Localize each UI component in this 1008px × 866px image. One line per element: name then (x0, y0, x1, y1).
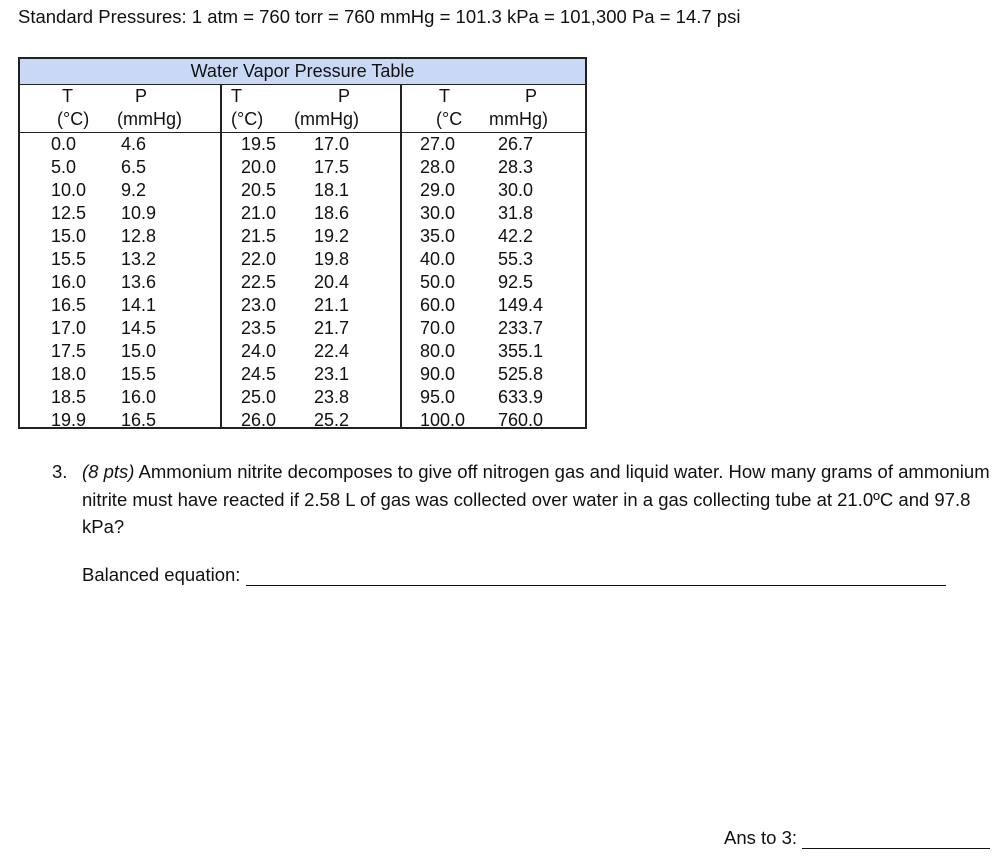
table-title: Water Vapor Pressure Table (20, 59, 585, 85)
table-row (220, 317, 400, 340)
pressure-cell: 17.0 (314, 134, 350, 154)
table-row (20, 248, 220, 271)
temperature-cell: 24.5 (241, 364, 277, 384)
pressure-cell: 31.8 (498, 203, 534, 223)
pressure-cell: 10.9 (121, 203, 157, 223)
table-row (20, 156, 220, 179)
pressure-cell: 25.2 (314, 410, 350, 430)
pressure-cell: 21.7 (314, 318, 350, 338)
table-row (20, 133, 220, 156)
temperature-cell: 10.0 (51, 180, 87, 200)
pressure-cell: 760.0 (498, 410, 544, 430)
table-row (400, 248, 585, 271)
rows (400, 133, 585, 432)
temperature-cell: 15.5 (51, 249, 87, 269)
pressure-cell: 19.2 (314, 226, 350, 246)
temperature-cell: 17.5 (51, 341, 87, 361)
pressure-cell: 4.6 (121, 134, 147, 154)
column-group-header (20, 84, 220, 133)
pressure-cell: 18.1 (314, 180, 350, 200)
table-row (400, 409, 585, 432)
table-row (20, 386, 220, 409)
temperature-cell: 25.0 (241, 387, 277, 407)
temperature-cell: 17.0 (51, 318, 87, 338)
temperature-cell: 100.0 (420, 410, 466, 430)
temperature-cell: 12.5 (51, 203, 87, 223)
table-row (220, 271, 400, 294)
temperature-cell: 95.0 (420, 387, 456, 407)
pressure-cell: 55.3 (498, 249, 534, 269)
temperature-cell: 16.5 (51, 295, 87, 315)
column-group-header (220, 84, 400, 133)
p-unit: mmHg) (489, 109, 548, 129)
pressure-cell: 30.0 (498, 180, 534, 200)
p-header: P (525, 86, 538, 106)
pressure-cell: 16.0 (121, 387, 157, 407)
pressure-cell: 13.6 (121, 272, 157, 292)
pressure-cell: 42.2 (498, 226, 534, 246)
pressure-cell: 17.5 (314, 157, 350, 177)
answer-label: Ans to 3: (724, 827, 803, 848)
table-row (20, 340, 220, 363)
t-unit: (°C) (57, 109, 90, 129)
pressure-cell: 14.1 (121, 295, 157, 315)
table-row (220, 363, 400, 386)
answer-3 (724, 827, 990, 849)
temperature-cell: 90.0 (420, 364, 456, 384)
column-group-header (400, 84, 585, 133)
table-row (400, 363, 585, 386)
t-unit: (°C (436, 109, 463, 129)
question-number: 3. (52, 461, 68, 482)
question-3 (52, 458, 1002, 541)
pressure-cell: 633.9 (498, 387, 544, 407)
temperature-cell: 19.5 (241, 134, 277, 154)
t-header: T (62, 86, 73, 106)
pressure-cell: 355.1 (498, 341, 544, 361)
pressure-cell: 21.1 (314, 295, 350, 315)
table-row (220, 179, 400, 202)
temperature-cell: 28.0 (420, 157, 456, 177)
pressure-cell: 233.7 (498, 318, 544, 338)
table-row (20, 317, 220, 340)
column-group-3 (400, 84, 585, 430)
table-row (20, 294, 220, 317)
pressure-cell: 23.1 (314, 364, 350, 384)
pressure-cell: 12.8 (121, 226, 157, 246)
temperature-cell: 60.0 (420, 295, 456, 315)
temperature-cell: 5.0 (51, 157, 77, 177)
temperature-cell: 16.0 (51, 272, 87, 292)
pressure-cell: 15.0 (121, 341, 157, 361)
pressure-cell: 18.6 (314, 203, 350, 223)
temperature-cell: 24.0 (241, 341, 277, 361)
pressure-cell: 26.7 (498, 134, 534, 154)
table-row (220, 248, 400, 271)
pressure-cell: 16.5 (121, 410, 157, 430)
pressure-cell: 19.8 (314, 249, 350, 269)
p-header: P (135, 86, 148, 106)
table-row (400, 340, 585, 363)
temperature-cell: 23.0 (241, 295, 277, 315)
temperature-cell: 18.0 (51, 364, 87, 384)
pressure-cell: 6.5 (121, 157, 147, 177)
rows (220, 133, 400, 432)
question-body: Ammonium nitrite decomposes to give off nitrogen gas and liquid water. How many grams of ammonium nitrite must have reacted if 2.58 L of gas was collected over water in a gas collecting tube at 21.0ºC and 97.8 kPa? (82, 461, 990, 537)
temperature-cell: 18.5 (51, 387, 87, 407)
temperature-cell: 21.0 (241, 203, 277, 223)
temperature-cell: 26.0 (241, 410, 277, 430)
pressure-cell: 149.4 (498, 295, 544, 315)
table-row (400, 225, 585, 248)
temperature-cell: 23.5 (241, 318, 277, 338)
balanced-equation-blank[interactable] (246, 567, 946, 586)
pressure-cell: 14.5 (121, 318, 157, 338)
p-header: P (338, 86, 351, 106)
pressure-cell: 23.8 (314, 387, 350, 407)
table-row (20, 363, 220, 386)
temperature-cell: 20.5 (241, 180, 277, 200)
water-vapor-pressure-table (18, 57, 587, 429)
standard-pressures-line: Standard Pressures: 1 atm = 760 torr = 760 mmHg = 101.3 kPa = 101,300 Pa = 14.7 psi (18, 6, 741, 27)
temperature-cell: 19.9 (51, 410, 87, 430)
column-group-2 (220, 84, 402, 430)
temperature-cell: 35.0 (420, 226, 456, 246)
table-row (220, 133, 400, 156)
rows (20, 133, 220, 432)
table-row (400, 156, 585, 179)
table-row (220, 340, 400, 363)
table-row (400, 202, 585, 225)
balanced-equation (82, 564, 946, 586)
temperature-cell: 29.0 (420, 180, 456, 200)
pressure-cell: 28.3 (498, 157, 534, 177)
temperature-cell: 0.0 (51, 134, 77, 154)
t-unit: (°C) (231, 109, 264, 129)
pressure-cell: 20.4 (314, 272, 350, 292)
temperature-cell: 50.0 (420, 272, 456, 292)
table-row (220, 386, 400, 409)
temperature-cell: 22.5 (241, 272, 277, 292)
table-row (220, 225, 400, 248)
question-text (82, 458, 1002, 541)
pressure-cell: 13.2 (121, 249, 157, 269)
balanced-equation-label: Balanced equation: (82, 564, 246, 585)
p-unit: (mmHg) (117, 109, 182, 129)
temperature-cell: 80.0 (420, 341, 456, 361)
temperature-cell: 20.0 (241, 157, 277, 177)
table-row (220, 202, 400, 225)
column-group-1 (20, 84, 222, 430)
t-header: T (439, 86, 450, 106)
table-row (400, 179, 585, 202)
table-row (220, 294, 400, 317)
table-row (400, 294, 585, 317)
pressure-cell: 22.4 (314, 341, 350, 361)
temperature-cell: 70.0 (420, 318, 456, 338)
temperature-cell: 15.0 (51, 226, 87, 246)
table-row (20, 179, 220, 202)
pressure-cell: 525.8 (498, 364, 544, 384)
table-row (220, 409, 400, 432)
answer-blank[interactable] (802, 830, 990, 849)
temperature-cell: 22.0 (241, 249, 277, 269)
temperature-cell: 30.0 (420, 203, 456, 223)
table-row (20, 225, 220, 248)
table-row (20, 409, 220, 432)
pressure-cell: 15.5 (121, 364, 157, 384)
table-row (220, 156, 400, 179)
question-points: (8 pts) (82, 461, 135, 482)
table-row (20, 271, 220, 294)
table-row (20, 202, 220, 225)
table-row (400, 133, 585, 156)
temperature-cell: 27.0 (420, 134, 456, 154)
pressure-cell: 92.5 (498, 272, 534, 292)
pressure-cell: 9.2 (121, 180, 147, 200)
temperature-cell: 21.5 (241, 226, 277, 246)
p-unit: (mmHg) (294, 109, 359, 129)
t-header: T (231, 86, 242, 106)
table-row (400, 317, 585, 340)
table-row (400, 386, 585, 409)
temperature-cell: 40.0 (420, 249, 456, 269)
table-row (400, 271, 585, 294)
